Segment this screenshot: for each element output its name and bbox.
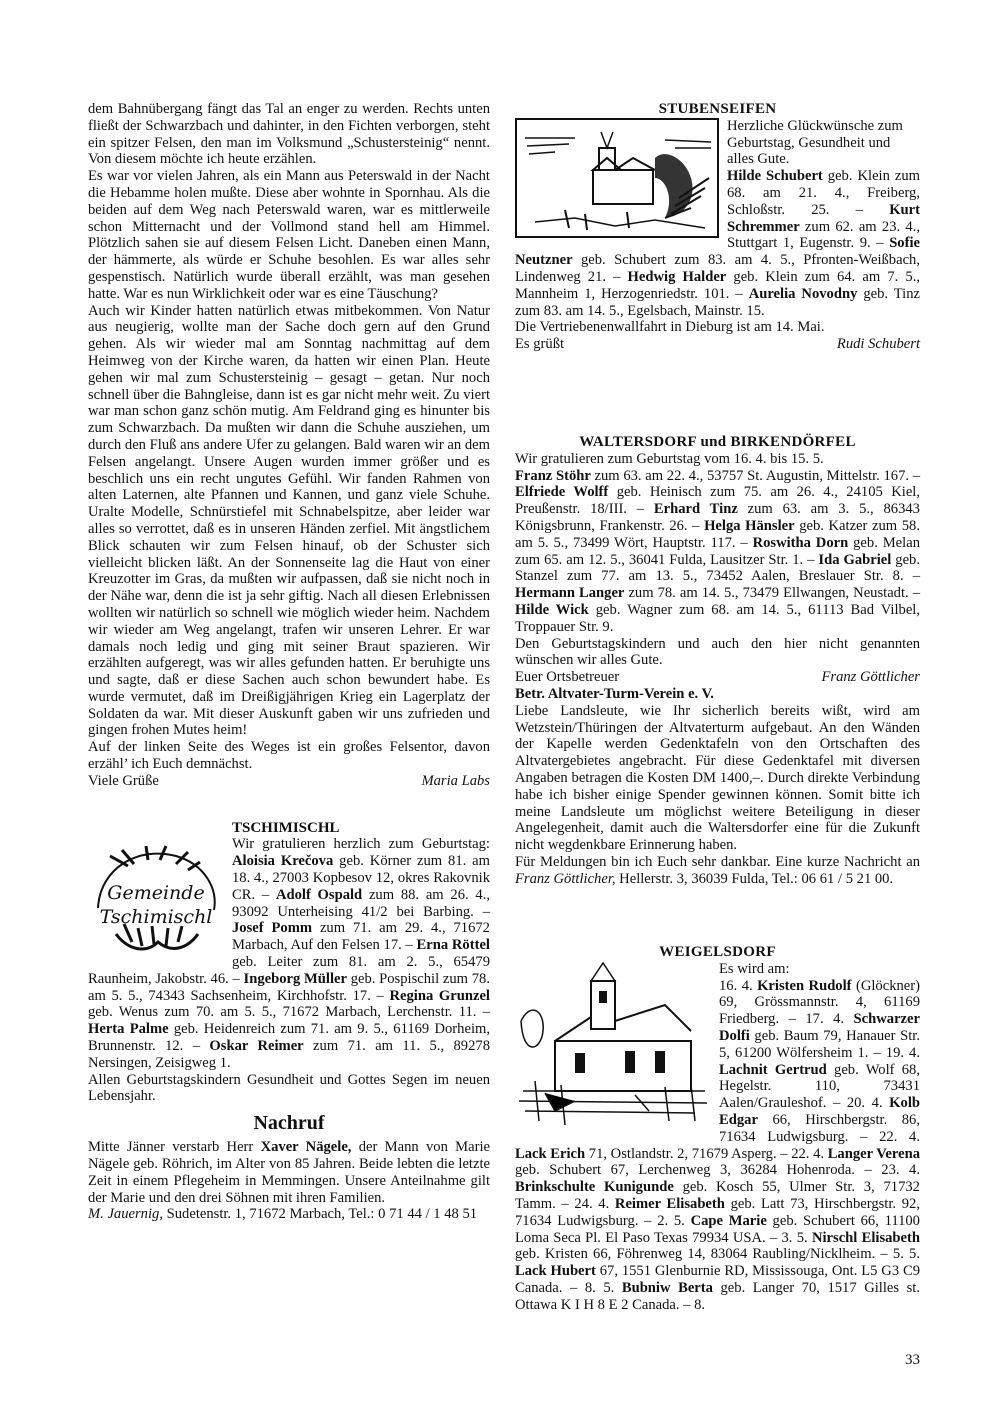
municipal-stamp: [88, 838, 224, 956]
story-paragraph: dem Bahnübergang fängt das Tal an enger zu werden. Rechts unten fließt der Schwarzbach und dahinter, in den Fichten verborgen, steht ein spitzer Felsen, den man im Volksmund „Schustersteinig“ nennt. Von diesem möchte ich heute erzählen.: [88, 101, 490, 168]
verein-title: Betr. Altvater-Turm-Verein e. V.: [515, 685, 714, 702]
church-drawing-stubenseifen: [515, 118, 719, 238]
tschimischl-section: Gemeinde Tschimischl Wir gratulieren herzlich zum Geburtstag: Aloisia Krečova geb. Körner zum 81. am 18. 4., 27003 Kopbesov 12, okres Rakovnik CR. – Adolf Ospald zum 88. am 26. 4., 93092 Unterheising 41/2 bei Barbing. – Josef Pomm zum 71. am 29. 4., 71672 Marbach, Auf den Felsen 17. – Erna Röttel geb. Leiter zum 81. am 2. 5., 65479 Raunheim, Jakobstr. 46. – Ingeborg Müller geb. Pospischil zum 78. am 5. 5., 74343 Sachsenheim, Kirchhofstr. 17. – Regina Grunzel geb. Wenus zum 70. am 5. 5., 71672 Marbach, Lerchenstr. 11. – Herta Palme geb. Heidenreich zum 71. am 9. 5., 61169 Dorheim, Brunnenstr. 12. – Oskar Reimer zum 71. am 11. 5., 89278 Nersingen, Zeisigweg 1. Allen Geburtstagskindern Gesundheit und Gottes Segen im neuen Lebensjahr.: [88, 836, 490, 1105]
section-title: STUBENSEIFEN: [658, 101, 777, 117]
stub-intro: Herzliche Glückwünsche zum Geburtstag, Gesundheit und alles Gute.: [727, 117, 903, 168]
section-title: WALTERSDORF und BIRKENDÖRFEL: [579, 434, 856, 450]
stub-signature: Es grüßt Rudi Schubert: [515, 336, 920, 353]
waltersdorf-section: [515, 434, 920, 888]
church-sketch-icon: [515, 118, 719, 238]
story-paragraph: Auf der linken Seite des Weges ist ein großes Felsentor, davon erzähl’ ich Euch demnächst.: [88, 739, 490, 773]
walt-closing: Den Geburtstagskindern und auch den hier nicht genannten wünschen wir alles Gute.: [515, 635, 920, 669]
stub-note: Die Vertriebenenwallfahrt in Dieburg ist am 14. Mai.: [515, 319, 825, 336]
story-signature: [88, 773, 490, 790]
obituary-title: Nachruf: [253, 1112, 325, 1135]
church-drawing-weigelsdorf: [515, 961, 711, 1131]
tschimischl-header: [88, 820, 490, 837]
weig-list: 16. 4. Kristen Rudolf (Glöckner) 69, Grössmannstr. 4, 61169 Friedberg. – 17. 4. Schwarzer Dolfi geb. Baum 79, Hanauer Str. 5, 61200 Wölfersheim 1. – 19. 4. Lachnit Gertrud geb. Wolf 68, Hegelstr. 110, 73431 Aalen/Grauleshof. – 20. 4. Kolb Edgar 66, Hirschbergstr. 86, 71634 Ludwigsburg. – 22. 4. Lack Erich 71, Ostlandstr. 2, 71679 Asperg. – 22. 4. Langer Verena geb. Schubert 67, Lerchenweg 3, 36284 Hohenroda. – 23. 4. Brinkschulte Kunigunde geb. Kosch 55, Ulmer Str. 3, 71732 Tamm. – 24. 4. Reimer Elisabeth geb. Latt 73, Hirschbergstr. 92, 71634 Ludwigsburg. – 2. 5. Cape Marie geb. Schubert 66, 11100 Loma Seca Pl. El Paso Texas 79934 USA. – 3. 5. Nirschl Elisabeth geb. Kristen 66, Föhrenweg 14, 83064 Raubling/Nicklheim. – 5. 5. Lack Hubert 67, 1551 Glenburnie RD, Mississouga, Ont. L5 G3 C9 Canada. – 8. 5. Bubniw Berta geb. Langer 70, 1517 Gilles st. Ottawa K I H 8 E 2 Canada. – 8.: [515, 977, 921, 1313]
obituary-signature: M. Jauernig, Sudetenstr. 1, 71672 Marbach, Tel.: 0 71 44 / 1 48 51: [88, 1206, 478, 1223]
section-title: TSCHIMISCHL: [232, 819, 340, 836]
story-paragraph: Es war vor vielen Jahren, als ein Mann aus Peterswald in der Nacht die Hebamme holen mußte. Diese aber wohnte in Spornhau. Als die beiden auf dem Weg nach Peterswald waren, war es mittlerweile schon Mitternacht und der Vollmond stand hell am Himmel. Plötzlich sahen sie auf diesem Felsen Licht. Daneben einen Mann, der hämmerte, als würde er Schuhe besohlen. Es war alles sehr gespenstisch. Natürlich wurde überall erzählt, was man gesehen hatte. War es nun Wirklichkeit oder war es eine Täuschung?: [88, 168, 490, 302]
verein-text: Liebe Landsleute, wie Ihr sicherlich bereits wißt, wird am Wetzstein/Thüringen der Altvaterturm aufgebaut. An den Wänden der Kapelle werden Gedenktafeln von den Ortschaften des Altvatergebietes angebracht. Für diese Gedenktafel mit diversen Angaben betragen die Kosten DM 1400,–. Durch direkte Verbindung habe ich bisher einige Spender gewinnen können. Somit bitte ich meine Landsleute um möglichst weitere Beteiligung in dieser Angelegenheit, damit auch die Waltersdorfer eine für die Zukunft nicht wegdenkbare Erinnerung haben.: [515, 702, 920, 854]
obituary-text: Mitte Jänner verstarb Herr Xaver Nägele, der Mann von Marie Nägele geb. Röhrich, im Alter von 85 Jahren. Beide lebten die letzte Zeit in einem Pflegeheim in Memmingen. Unsere Anteilnahme gilt der Marie und den drei Söhnen mit ihren Familien.: [88, 1139, 491, 1206]
story-paragraph: Auch wir Kinder hatten natürlich etwas mitbekommen. Von Natur aus neugierig, wollte man der Sache doch gern auf den Grund gehen. Als wir wieder mal am Sonntag nachmittag auf dem Heimweg von der Kirche waren, da hatten wir einen Plan. Heute gehen wir mal zum Schustersteinig – gesagt – getan. Nur noch schnell über die Bahngleise, dann ist es gar nicht mehr weit. Zu viert war man schon ganz schön mutig. Am Feldrand ging es hinunter bis zum Schwarzbach. Da mußten wir dann die Schuhe ausziehen, um durch den Fluß ans andere Ufer zu gelangen. Bald waren wir an dem Felsen angelangt. Unsere Augen wurden immer größer und es beschlich uns ein recht ungutes Gefühl. Wir fanden Rahmen von alten Laternen, alte Pfannen und Kannen, und ganz viele Schuhe. Uralte Modelle, Schnürstiefel mit Schnabelspitze, aber leider war alles so verrottet, daß es in unseren Händen zerfiel. Mit ängstlichem Blick schauten wir zum Felsen hinauf, ob der Schuster sich vielleicht blicken läßt. An der Sonnenseite lag die Haut von einer Kreuzotter im Gras, da mußten wir aufpassen, daß sie nicht noch in der Nähe war, denn die ist ja sehr giftig. Nach all diesen Erlebnissen wollten wir natürlich so schnell wie möglich wieder heim. Nachdem wir wieder am Weg angelangt, trafen wir unseren Lehrer. Er war damals noch ledig und ging mit seiner Braut spazieren. Wir erzählten aufgeregt, was wir alles gefunden hatten. Er beruhigte uns und sagte, daß er diese Sachen auch schon bewundert habe. Es wurde vermutet, daß im Dreißigjährigen Krieg ein Lagerplatz der Soldaten da war. Mit dieser Auskunft gaben wir uns zufrieden und gingen frohen Mutes heim!: [88, 302, 490, 739]
author: Maria Labs: [421, 772, 490, 789]
stubenseifen-section: [515, 101, 920, 353]
verein-contact: Für Meldungen bin ich Euch sehr dankbar. Eine kurze Nachricht an Franz Göttlicher, Hellerstr. 3, 36039 Fulda, Tel.: 06 61 / 5 21 00.: [515, 853, 920, 887]
tschimischl-closing: Allen Geburtstagskindern Gesundheit und Gottes Segen im neuen Lebensjahr.: [88, 1071, 490, 1105]
walt-signature: Euer Ortsbetreuer Franz Göttlicher: [515, 669, 920, 686]
page-number: 33: [905, 1352, 920, 1368]
walt-intro: Wir gratulieren zum Geburtstag vom 16. 4. bis 15. 5.: [515, 450, 824, 467]
walt-list: Franz Stöhr zum 63. am 22. 4., 53757 St. Augustin, Mittelstr. 167. – Elfriede Wolff geb. Heinisch zum 75. am 26. 4., 24105 Kiel, Preußenstr. 18/III. – Erhard Tinz zum 63. am 3. 5., 86343 Königsbrunn, Frankenstr. 26. – Helga Hänsler geb. Katzer zum 58. am 5. 5., 73499 Wört, Hauptstr. 117. – Roswitha Dorn geb. Melan zum 65. am 12. 5., 36041 Fulda, Lausitzer Str. 1. – Ida Gabriel geb. Stanzel zum 77. am 13. 5., 73452 Aalen, Breslauer Str. 8. – Hermann Langer zum 78. am 14. 5., 73479 Ellwangen, Neustadt. – Hilde Wick geb. Wagner zum 68. am 14. 5., 61113 Bad Vilbel, Troppauer Str. 9.: [515, 467, 921, 635]
weig-intro: Es wird am:: [719, 960, 790, 977]
stamp-text: Gemeinde Tschimischl: [99, 882, 213, 929]
stub-list: Hilde Schubert geb. Klein zum 68. am 21. 4., Freiberg, Schloßstr. 25. – Kurt Schremmer zum 62. am 23. 4., Stuttgart 1, Eugenstr. 9. – Sofie Neutzner geb. Schubert zum 83. am 4. 5., Pfronten-Weißbach, Lindenweg 21. – Hedwig Halder geb. Klein zum 64. am 7. 5., Mannheim 1, Herzogenriedstr. 101. – Aurelia Novodny geb. Tinz zum 83. am 14. 5., Egelsbach, Mainstr. 15.: [515, 168, 920, 319]
greeting: Viele Grüße: [88, 772, 159, 789]
weigelsdorf-section: [515, 944, 920, 1314]
left-column: [88, 101, 490, 1223]
church-sketch-icon: [515, 961, 711, 1131]
section-title: WEIGELSDORF: [659, 944, 776, 960]
